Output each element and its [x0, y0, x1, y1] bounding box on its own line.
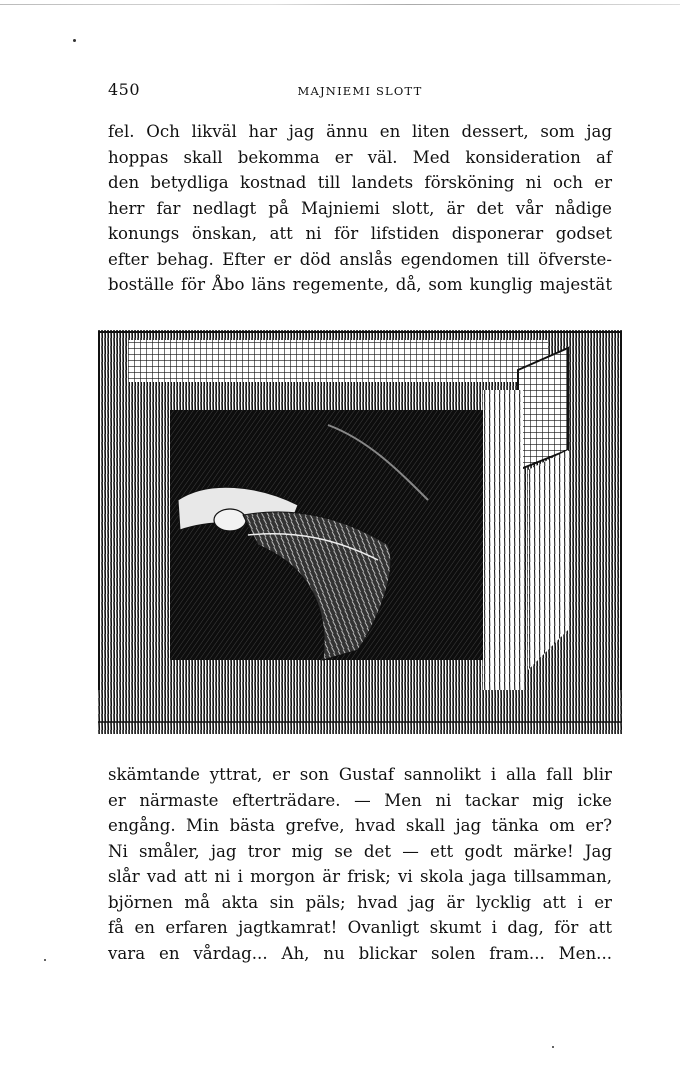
figure-head — [214, 509, 246, 531]
text-line: engång. Min bästa grefve, hvad skall jag tänka om er? — [108, 816, 612, 835]
ink-speck — [73, 39, 76, 42]
ink-speck — [552, 1046, 554, 1048]
running-title: MAJNIEMI SLOTT — [297, 84, 423, 98]
text-line: hoppas skall bekomma er väl. Med konsideration af — [108, 147, 612, 167]
body-text-top — [108, 119, 612, 298]
ink-speck — [44, 959, 46, 961]
text-line: Ni småler, jag tror mig se det — ett godt märke! Jag — [108, 841, 612, 861]
left-post — [126, 390, 170, 720]
right-post — [483, 390, 523, 720]
page-top-edge — [0, 4, 680, 5]
text-line: efter behag. Efter er död anslås egendomen till öfverste- — [108, 249, 612, 269]
text-line: herr far nedlagt på Majniemi slott, är det vår nådige — [108, 198, 612, 218]
text-line: er närmaste efterträdare. — Men ni tackar mig icke — [108, 790, 612, 810]
engraving-illustration — [98, 330, 622, 734]
text-line: skämtande yttrat, er son Gustaf sannolikt i alla fall blir — [108, 765, 612, 784]
text-line: slår vad att ni i morgon är frisk; vi skola jaga tillsamman, — [108, 867, 612, 886]
text-line: vara en vårdag... Ah, nu blickar solen fram... Men... — [108, 943, 612, 963]
floor — [98, 690, 622, 734]
text-line: den betydliga kostnad till landets försköning ni och er — [108, 173, 612, 192]
text-line: fel. Och likväl har jag ännu en liten dessert, som jag — [108, 122, 612, 141]
text-line: konungs önskan, att ni för lifstiden disponerar godset — [108, 224, 612, 243]
text-line: boställe för Åbo läns regemente, då, som kunglig majestät — [108, 275, 612, 294]
text-line: björnen må akta sin päls; hvad jag är lycklig att i er — [108, 892, 612, 912]
text-line: få en erfaren jagtkamrat! Ovanligt skumt i dag, för att — [108, 918, 612, 937]
body-text-bottom — [108, 762, 612, 966]
window-pane — [518, 348, 568, 470]
page-number: 450 — [108, 80, 141, 99]
